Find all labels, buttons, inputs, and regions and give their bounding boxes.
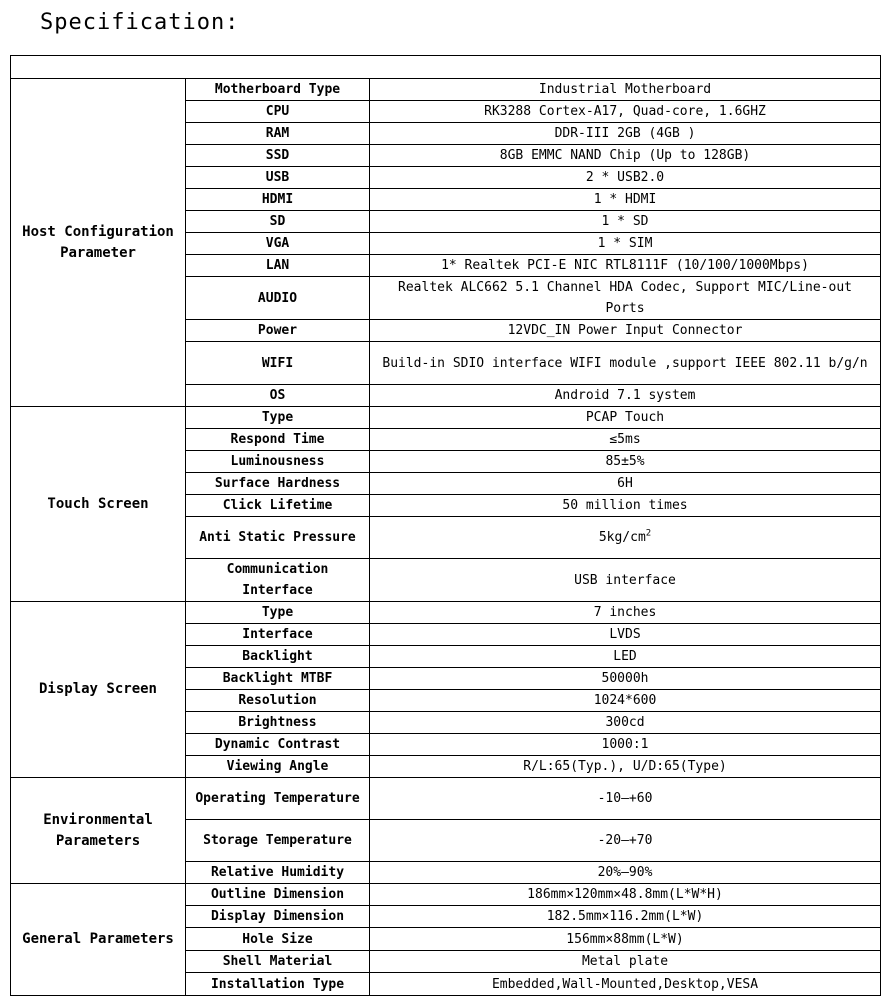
spec-label: Power: [186, 320, 370, 342]
spec-value-text: -10—+60: [597, 791, 653, 806]
spec-value: [370, 862, 881, 884]
spec-label: Click Lifetime: [186, 495, 370, 517]
spec-value-text: Build-in SDIO interface WIFI module ,support IEEE 802.11 b/g/n: [382, 355, 868, 371]
spec-label: Display Dimension: [186, 906, 370, 928]
spec-value-text: 5kg/cm: [598, 530, 646, 545]
spec-label: Viewing Angle: [186, 756, 370, 778]
spec-value: [370, 233, 881, 255]
spec-label: Relative Humidity: [186, 862, 370, 884]
spec-value: [370, 756, 881, 778]
spec-value: [370, 79, 881, 101]
spec-row: [11, 884, 881, 906]
spec-value-text: PCAP Touch: [585, 410, 665, 425]
spec-value-text: RK3288 Cortex-A17, Quad-core, 1.6GHZ: [484, 104, 766, 119]
spec-label: SD: [186, 211, 370, 233]
spec-value-text: 50 million times: [562, 498, 688, 513]
spec-value-text: 1 * HDMI: [593, 192, 657, 207]
spec-value-text: Metal plate: [581, 954, 669, 969]
spec-label: Backlight: [186, 646, 370, 668]
spec-value: [370, 495, 881, 517]
section-name: Display Screen: [11, 602, 186, 778]
spec-label: Anti Static Pressure: [186, 517, 370, 559]
spec-value: [370, 517, 881, 559]
blank-header-cell: [11, 56, 881, 79]
superscript: 2: [645, 528, 652, 539]
spec-value-text: Industrial Motherboard: [538, 82, 712, 97]
spec-value: [370, 973, 881, 996]
spec-label: Shell Material: [186, 951, 370, 973]
table-header-blank-row: [11, 56, 881, 79]
spec-label: AUDIO: [186, 277, 370, 320]
section-name: Environmental Parameters: [11, 778, 186, 884]
spec-row: [11, 602, 881, 624]
spec-label: Luminousness: [186, 451, 370, 473]
spec-value: [370, 778, 881, 820]
spec-label: Interface: [186, 624, 370, 646]
spec-label: Type: [186, 602, 370, 624]
spec-value-text: DDR-III 2GB (4GB ): [554, 126, 696, 141]
spec-value: [370, 624, 881, 646]
spec-value: [370, 255, 881, 277]
spec-value-text: 1024*600: [593, 693, 657, 708]
spec-value: [370, 690, 881, 712]
spec-value: [370, 189, 881, 211]
spec-value-text: 1* Realtek PCI-E NIC RTL8111F (10/100/1000Mbps): [441, 258, 809, 273]
spec-value-text: 156mm×88mm(L*W): [566, 931, 684, 947]
spec-value: [370, 407, 881, 429]
spec-value: [370, 385, 881, 407]
spec-label: Brightness: [186, 712, 370, 734]
spec-value: [370, 820, 881, 862]
spec-label: Respond Time: [186, 429, 370, 451]
section-name: Host Configuration Parameter: [11, 79, 186, 407]
page-title: Specification:: [40, 10, 240, 35]
spec-value: [370, 559, 881, 602]
spec-value-text: 186mm×120mm×48.8mm(L*W*H): [527, 887, 723, 902]
spec-value: [370, 167, 881, 189]
spec-value: [370, 602, 881, 624]
spec-label: Surface Hardness: [186, 473, 370, 495]
spec-row: [11, 407, 881, 429]
spec-value: [370, 473, 881, 495]
spec-value-text: 300cd: [605, 715, 645, 730]
spec-label: WIFI: [186, 342, 370, 385]
spec-label: Motherboard Type: [186, 79, 370, 101]
spec-value: [370, 668, 881, 690]
spec-value-text: 1 * SD: [601, 214, 649, 229]
spec-value: [370, 342, 881, 385]
spec-value-text: 1 * SIM: [597, 236, 653, 251]
spec-value: [370, 951, 881, 973]
spec-value-text: LED: [613, 649, 637, 664]
spec-value: [370, 451, 881, 473]
spec-label: Storage Temperature: [186, 820, 370, 862]
spec-label: Hole Size: [186, 928, 370, 951]
spec-value: [370, 906, 881, 928]
spec-value: [370, 145, 881, 167]
spec-value-text: 7 inches: [593, 605, 657, 620]
spec-value-text: LVDS: [609, 627, 641, 642]
section-name: General Parameters: [11, 884, 186, 996]
spec-label: Backlight MTBF: [186, 668, 370, 690]
section-name: Touch Screen: [11, 407, 186, 602]
spec-label: USB: [186, 167, 370, 189]
specification-table: [10, 55, 881, 996]
spec-value-text: 20%—90%: [597, 865, 653, 880]
spec-value: [370, 320, 881, 342]
spec-value-text: 85±5%: [605, 454, 645, 469]
spec-label: Installation Type: [186, 973, 370, 996]
spec-value: [370, 884, 881, 906]
spec-label: HDMI: [186, 189, 370, 211]
spec-row: [11, 79, 881, 101]
spec-value-text: Android 7.1 system: [554, 388, 696, 403]
spec-label: Outline Dimension: [186, 884, 370, 906]
spec-label: Dynamic Contrast: [186, 734, 370, 756]
spec-value: [370, 101, 881, 123]
spec-row: [11, 778, 881, 820]
spec-value-text: Realtek ALC662 5.1 Channel HDA Codec, Support MIC/Line-out Ports: [398, 280, 852, 316]
spec-value-text: Embedded,Wall-Mounted,Desktop,VESA: [491, 976, 759, 992]
spec-value-text: 12VDC_IN Power Input Connector: [507, 323, 743, 338]
spec-value-text: 8GB EMMC NAND Chip (Up to 128GB): [499, 148, 751, 163]
spec-value-text: R/L:65(Typ.), U/D:65(Type): [523, 759, 727, 774]
spec-label: OS: [186, 385, 370, 407]
spec-value: [370, 734, 881, 756]
spec-value-text: USB interface: [574, 572, 676, 588]
spec-label: LAN: [186, 255, 370, 277]
spec-value: [370, 123, 881, 145]
spec-value-text: -20—+70: [597, 833, 653, 848]
spec-label: Resolution: [186, 690, 370, 712]
spec-value-text: 1000:1: [601, 737, 649, 752]
spec-value-text: 50000h: [601, 671, 649, 686]
spec-value-text: 2 * USB2.0: [585, 170, 665, 185]
spec-label: Communication Interface: [186, 559, 370, 602]
spec-value: [370, 429, 881, 451]
spec-label: SSD: [186, 145, 370, 167]
spec-value-text: 182.5mm×116.2mm(L*W): [546, 909, 704, 924]
spec-label: Operating Temperature: [186, 778, 370, 820]
spec-label: VGA: [186, 233, 370, 255]
spec-value-text: 6H: [617, 476, 633, 491]
spec-value: [370, 646, 881, 668]
spec-value: [370, 211, 881, 233]
spec-label: CPU: [186, 101, 370, 123]
spec-label: RAM: [186, 123, 370, 145]
spec-label: Type: [186, 407, 370, 429]
spec-value: [370, 712, 881, 734]
spec-value-text: ≤5ms: [609, 432, 641, 447]
spec-value: [370, 277, 881, 320]
spec-value: [370, 928, 881, 951]
